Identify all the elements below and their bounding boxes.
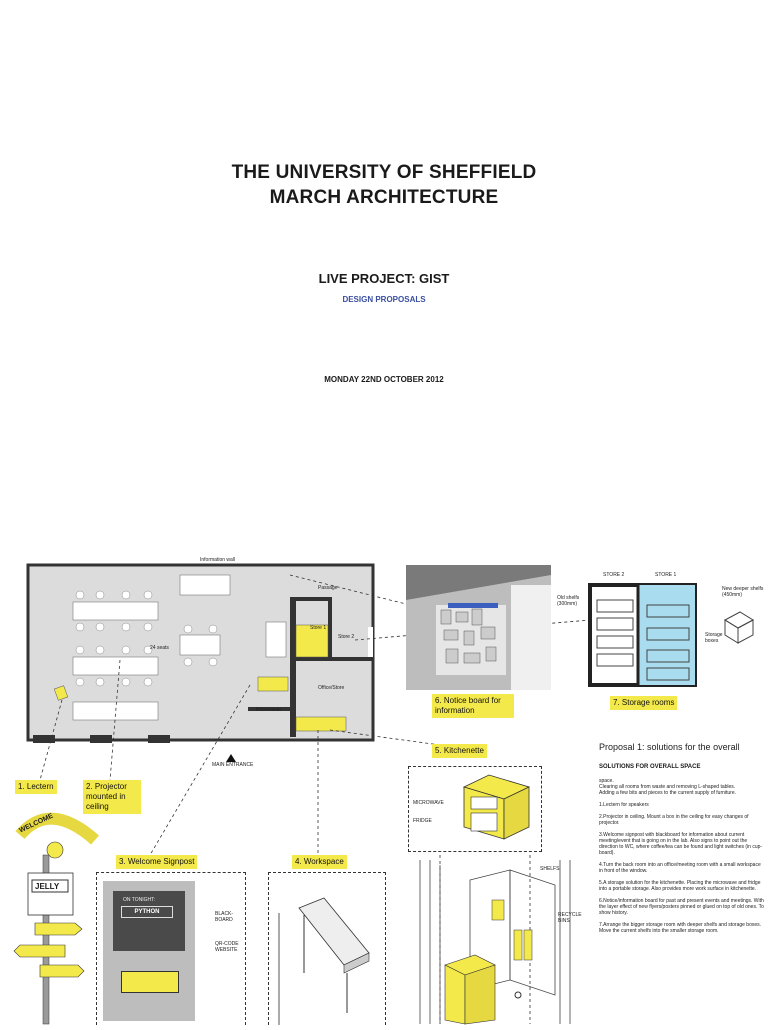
- recycle-bins-label: RECYCLE BINS: [558, 912, 582, 924]
- projector-label: 2. Projector mounted in ceiling: [83, 780, 141, 814]
- title-line-2: MARCH ARCHITECTURE: [269, 187, 499, 208]
- information-wall-label: Information wall: [200, 557, 236, 563]
- blackboard-box: [96, 872, 246, 1025]
- proposal-body: space. Clearing all rooms from waste and removing L-shaped tables. Adding a few bits and pieces to the current supply of furniture. 1.Lectern for speakers 2.Projector in ceiling. Mount a box in the ceiling for easy changes of projector. 3.Welcome signpost with blackboard for information about current meeting/event that is going on in the lab. Also signs to point out the direction to WC, where coffee/tea can be found and light switches (in cup-board). 4.Turn the back room into an office/meeting room with a small workspace in front of the window. 5.A storage solution for the kitchenette. Placing the microwave and fridge into a portable storage. Also provides more work surface in kitchenette. 6.Notice/information board for past and present events and meetings. With the layer effect of new flyers/posters pinned or glued on top of old ones. To show history. 7.Arrange the bigger storage room with deeper shelfs and storage boxes. Move the current shelfs into the smaller storage room.: [599, 778, 764, 934]
- seats-label: 24 seats: [150, 645, 169, 651]
- lectern-label: 1. Lectern: [15, 780, 57, 794]
- blackboard: [113, 891, 185, 951]
- old-shelfs-label: Old shelfs (300mm): [557, 595, 580, 607]
- kitchenette-plan-label: Kitchenette: [256, 707, 282, 713]
- qr-code-label: QR-CODE WEBSITE: [215, 941, 239, 953]
- office-store-label: Office/Store: [318, 685, 345, 691]
- microwave-label: MICROWAVE: [413, 800, 444, 806]
- jelly-sign-text: JELLY: [35, 882, 60, 891]
- welcome-sign-text: WELCOME: [18, 812, 55, 835]
- storage-store1-label: STORE 1: [655, 572, 677, 578]
- store1-label: Store 1: [310, 625, 327, 631]
- kitchenette-unit-box: [408, 766, 542, 852]
- kitchenette-label: 5. Kitchenette: [432, 744, 487, 758]
- blackboard-panel: [103, 881, 195, 1021]
- storage-rooms-drawing: [557, 570, 770, 690]
- notice-board-label: 6. Notice board for information: [432, 694, 514, 718]
- storage-boxes-label: Storage boxes: [705, 632, 723, 644]
- workspace-box: [268, 872, 386, 1025]
- section-title: DESIGN PROPOSALS: [342, 295, 426, 304]
- notice-board-image: [406, 565, 551, 690]
- passage-label: Passage: [318, 585, 338, 591]
- new-shelfs-label: New deeper shelfs (450mm): [722, 586, 764, 598]
- project-title: LIVE PROJECT: GIST: [318, 271, 450, 286]
- proposal-heading: Proposal 1: solutions for the overall: [599, 742, 740, 752]
- on-tonight-text: ON TONIGHT:: [123, 897, 156, 903]
- workspace-label: 4. Workspace: [292, 855, 347, 869]
- title-line-1: THE UNIVERSITY OF SHEFFIELD: [231, 162, 537, 183]
- fridge-label: FRIDGE: [413, 818, 432, 824]
- blackboard-label: BLACK-BOARD: [215, 911, 234, 923]
- main-entrance-label: MAIN ENTRANCE: [212, 762, 254, 768]
- python-text: PYTHON: [121, 906, 173, 918]
- storage-store2-label: STORE 2: [603, 572, 625, 578]
- signpost-sketch: [10, 805, 95, 1024]
- store2-label: Store 2: [338, 634, 355, 640]
- kitchenette-room-drawing: [410, 860, 585, 1024]
- storage-rooms-label: 7. Storage rooms: [610, 696, 677, 710]
- date-line: MONDAY 22ND OCTOBER 2012: [324, 375, 444, 384]
- directional-sign: [121, 971, 179, 993]
- welcome-signpost-label: 3. Welcome Signpost: [116, 855, 197, 869]
- shelfs-label: SHELFS: [540, 866, 560, 872]
- proposal-subheading: SOLUTIONS FOR OVERALL SPACE: [599, 764, 701, 770]
